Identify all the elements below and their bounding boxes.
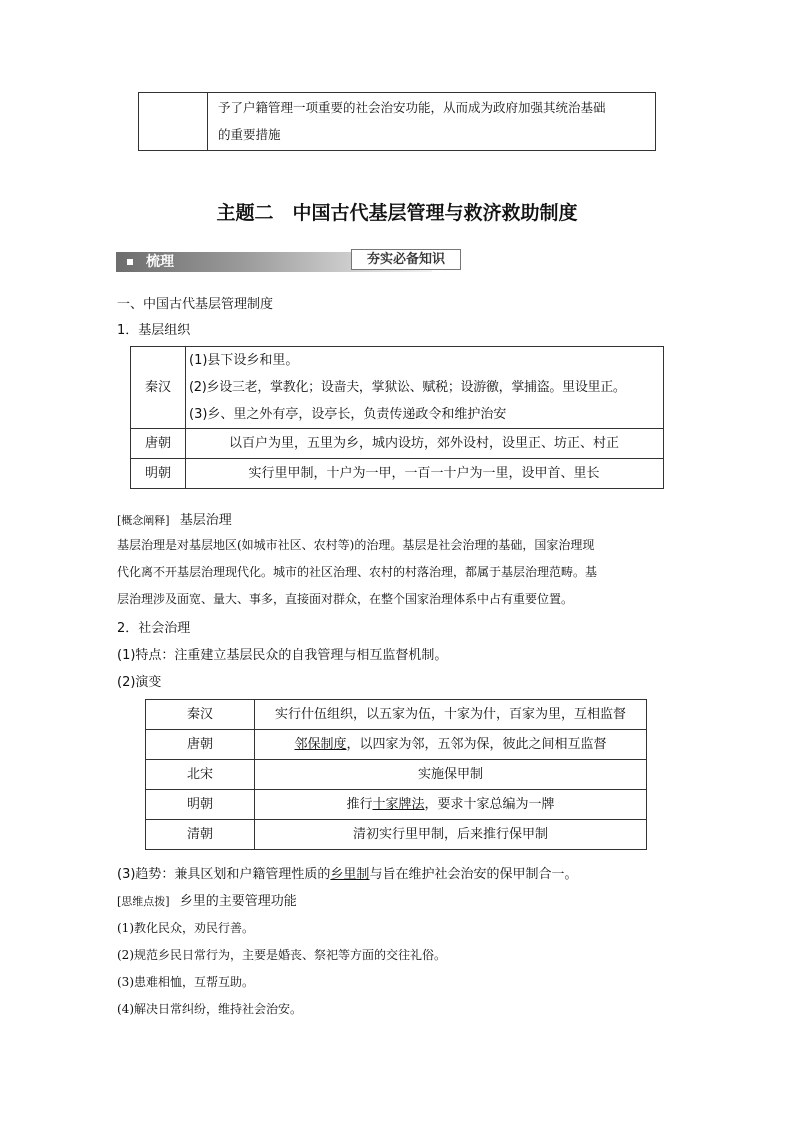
- table-row: [146, 790, 647, 820]
- content-text: 与旨在维护社会治安的保甲制合一。: [369, 867, 578, 882]
- content-cell: 实行里甲制，十户为一甲，一百一十户为一里，设甲首、里长: [186, 459, 664, 489]
- evolution-label: (2)演变: [117, 675, 162, 690]
- section-banner: [116, 248, 445, 276]
- continued-cell: [208, 93, 656, 151]
- table-row: [146, 820, 647, 850]
- concept-label: [概念阐释]: [117, 514, 170, 527]
- content-cell: 实行什伍组织，以五家为伍，十家为什，百家为里，互相监督: [255, 700, 647, 730]
- evolution-table: [145, 699, 647, 850]
- concept-title: 基层治理: [179, 513, 232, 528]
- underlined-term: 邻保制度: [294, 737, 347, 752]
- period-cell: 唐朝: [146, 730, 255, 760]
- period-cell: 秦汉: [146, 700, 255, 730]
- period-cell: 北宋: [146, 760, 255, 790]
- period-cell: 明朝: [146, 790, 255, 820]
- period-cell: 明朝: [131, 459, 186, 489]
- content-cell: 清初实行里甲制，后来推行保甲制: [255, 820, 647, 850]
- thinking-list: [117, 915, 677, 1023]
- paragraph-line: 代化离不开基层治理现代化。城市的社区治理、农村的村落治理，都属于基层治理范畴。基: [117, 565, 598, 579]
- concept-paragraph: [117, 532, 677, 613]
- paragraph-line: 基层治理是对基层地区(如城市社区、农村等)的治理。基层是社会治理的基础，国家治理现: [117, 538, 595, 552]
- banner-tag: 夯实必备知识: [351, 249, 461, 270]
- table-row: [146, 730, 647, 760]
- table-row: [131, 347, 664, 429]
- thinking-heading: [117, 893, 297, 911]
- paragraph-line: 层治理涉及面宽、量大、事多，直接面对群众，在整个国家治理体系中占有重要位置。: [117, 592, 574, 606]
- basic-organization-table: [130, 346, 664, 489]
- list-item: (1)教化民众，劝民行善。: [117, 921, 254, 935]
- table-row: [146, 700, 647, 730]
- content-text: ，要求十家总编为一牌: [424, 797, 555, 812]
- feature-text: (1)特点：注重建立基层民众的自我管理与相互监督机制。: [117, 648, 448, 663]
- content-cell: [255, 730, 647, 760]
- table-row: [131, 459, 664, 489]
- content-text: (3)趋势：兼具区划和户籍管理性质的: [117, 867, 331, 882]
- table-row: [146, 760, 647, 790]
- underlined-term: 乡里制: [330, 867, 370, 882]
- list-item: (3)患难相恤，互帮互助。: [117, 975, 254, 989]
- trend-text: [117, 866, 577, 884]
- list-item: (4)解决日常纠纷，维持社会治安。: [117, 1002, 302, 1016]
- theme-title: 主题二 中国古代基层管理与救济救助制度: [216, 202, 578, 224]
- continued-line-1: 予了户籍管理一项重要的社会治安功能，从而成为政府加强其统治基础: [218, 100, 606, 115]
- period-cell: 秦汉: [131, 347, 186, 429]
- content-cell: [255, 790, 647, 820]
- content-cell: 实施保甲制: [255, 760, 647, 790]
- content-text: ，以四家为邻，五邻为保，彼此之间相互监督: [346, 737, 607, 752]
- content-cell: [186, 347, 664, 429]
- thinking-title: 乡里的主要管理功能: [179, 894, 297, 909]
- continued-line-2: 的重要措施: [218, 127, 281, 142]
- period-cell: 清朝: [146, 820, 255, 850]
- concept-heading: [117, 512, 232, 530]
- list-item: (2)乡设三老，掌教化；设啬夫，掌狱讼、赋税；设游徼，掌捕盗。里设里正。: [189, 380, 626, 395]
- square-icon: [127, 259, 133, 265]
- table-row: [131, 429, 664, 459]
- subheading-organization: 1．基层组织: [117, 323, 191, 338]
- list-item: (1)县下设乡和里。: [189, 353, 299, 368]
- empty-cell: [139, 93, 208, 151]
- period-cell: 唐朝: [131, 429, 186, 459]
- section-heading: 一、中国古代基层管理制度: [117, 297, 274, 312]
- content-text: 推行: [346, 797, 373, 812]
- thinking-label: [思维点拨]: [117, 895, 170, 908]
- underlined-term: 十家牌法: [372, 797, 425, 812]
- banner-label: 梳理: [146, 254, 174, 270]
- content-cell: 以百户为里，五里为乡，城内设坊，郊外设村，设里正、坊正、村正: [186, 429, 664, 459]
- subheading-social-governance: 2．社会治理: [117, 621, 191, 636]
- list-item: (3)乡、里之外有亭，设亭长，负责传递政令和维护治安: [189, 407, 507, 422]
- continued-table: [138, 92, 656, 151]
- list-item: (2)规范乡民日常行为，主要是婚丧、祭祀等方面的交往礼俗。: [117, 948, 447, 962]
